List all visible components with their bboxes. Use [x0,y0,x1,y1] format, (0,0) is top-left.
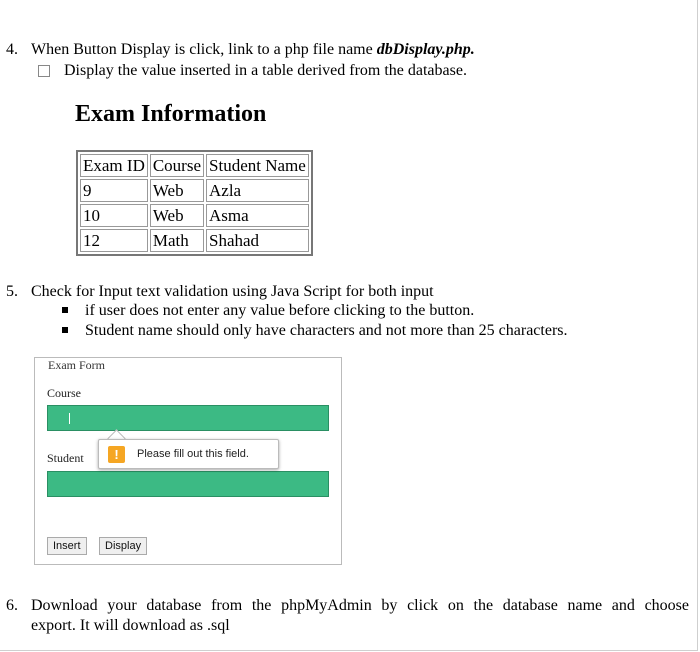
insert-button[interactable]: Insert [47,537,87,555]
item-6-line-2: export. It will download as .sql [31,617,230,634]
validation-tooltip [98,439,279,469]
header-course: Course [150,154,204,177]
table-row [80,179,309,202]
item-4-filename: dbDisplay.php. [376,41,475,58]
cell-student-name: Azla [206,179,309,202]
display-button[interactable]: Display [99,537,147,555]
cell-student-name: Shahad [206,229,309,252]
header-student-name: Student Name [206,154,309,177]
cell-exam-id: 9 [80,179,148,202]
checkbox-icon [38,65,50,77]
item-5-text: Check for Input text validation using Java Script for both input [31,283,434,300]
student-label: Student [47,451,84,465]
exam-form-legend: Exam Form [48,358,105,372]
exam-info-heading: Exam Information [75,101,267,127]
course-input[interactable] [47,405,329,431]
cell-student-name: Asma [206,204,309,227]
item-5-bullet-1: if user does not enter any value before clicking to the button. [85,302,475,319]
text-caret [69,413,70,424]
warning-icon: ! [108,446,125,463]
bullet-icon [62,327,68,333]
table-row [80,229,309,252]
student-input[interactable] [47,471,329,497]
item-4-prefix: When Button Display is click, link to a php file name [31,41,377,58]
cell-course: Web [150,179,204,202]
exam-table [76,150,313,256]
cell-exam-id: 10 [80,204,148,227]
item-4-number: 4. [6,41,18,58]
table-row [80,204,309,227]
table-header-row [80,154,309,177]
bullet-icon [62,307,68,313]
validation-message: Please fill out this field. [137,448,249,460]
item-4-subitem-text: Display the value inserted in a table derived from the database. [64,62,467,79]
item-4-subitem [38,61,467,81]
item-6-number: 6. [6,597,18,614]
cell-course: Web [150,204,204,227]
cell-exam-id: 12 [80,229,148,252]
item-4 [6,40,18,60]
item-5-bullet-2: Student name should only have characters and not more than 25 characters. [85,322,568,339]
item-4-text [31,40,475,60]
cell-course: Math [150,229,204,252]
item-6-line-1: Download your database from the phpMyAdmin by click on the database name and choose [31,597,689,614]
header-exam-id: Exam ID [80,154,148,177]
item-5-number: 5. [6,283,18,300]
course-label: Course [47,386,81,400]
